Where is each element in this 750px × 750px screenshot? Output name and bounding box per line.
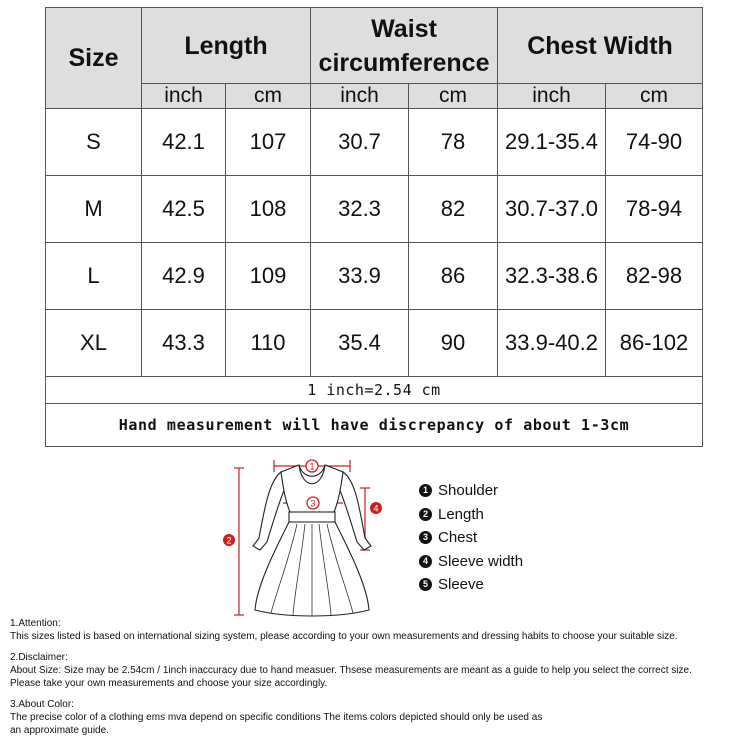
cell-length-cm: 107 bbox=[226, 109, 311, 176]
disclaimer-text: Please take your own measurements and choose your size accordingly. bbox=[10, 678, 328, 689]
cell-chest-cm: 82-98 bbox=[606, 243, 703, 310]
cell-chest-cm: 78-94 bbox=[606, 176, 703, 243]
dress-measurement-diagram bbox=[215, 450, 405, 625]
cell-waist-inch: 30.7 bbox=[311, 109, 409, 176]
cell-size: XL bbox=[46, 310, 142, 377]
unit-chest-cm: cm bbox=[606, 84, 703, 109]
cell-waist-cm: 90 bbox=[409, 310, 498, 377]
attention-title: 1.Attention: bbox=[10, 618, 61, 629]
unit-chest-inch: inch bbox=[498, 84, 606, 109]
discrepancy-note: Hand measurement will have discrepancy of about 1-3cm bbox=[46, 404, 703, 447]
color-title: 3.About Color: bbox=[10, 699, 74, 710]
table-row bbox=[46, 243, 703, 310]
legend-label: Shoulder bbox=[438, 482, 499, 500]
cell-size: M bbox=[46, 176, 142, 243]
cell-waist-cm: 78 bbox=[409, 109, 498, 176]
table-row bbox=[46, 176, 703, 243]
disclaimer-title: 2.Disclaimer: bbox=[10, 652, 68, 663]
cell-length-cm: 110 bbox=[226, 310, 311, 377]
cell-waist-cm: 82 bbox=[409, 176, 498, 243]
cell-waist-inch: 33.9 bbox=[311, 243, 409, 310]
marker-chest bbox=[307, 497, 319, 509]
measurement-legend bbox=[419, 479, 619, 597]
cell-length-cm: 109 bbox=[226, 243, 311, 310]
notes-section bbox=[10, 617, 745, 745]
unit-waist-inch: inch bbox=[311, 84, 409, 109]
header-chest: Chest Width bbox=[498, 8, 703, 84]
legend-number-icon: 3 bbox=[419, 531, 432, 544]
header-size: Size bbox=[46, 8, 142, 109]
cell-waist-cm: 86 bbox=[409, 243, 498, 310]
cell-length-inch: 43.3 bbox=[142, 310, 226, 377]
cell-chest-inch: 30.7-37.0 bbox=[498, 176, 606, 243]
cell-length-inch: 42.9 bbox=[142, 243, 226, 310]
cell-chest-inch: 32.3-38.6 bbox=[498, 243, 606, 310]
legend-label: Chest bbox=[438, 529, 478, 547]
legend-item bbox=[419, 526, 619, 550]
cell-size: S bbox=[46, 109, 142, 176]
attention-text: This sizes listed is based on international sizing system, please according to your own measurements and dressing habits to choose your suitable size. bbox=[10, 631, 678, 642]
cell-chest-inch: 29.1-35.4 bbox=[498, 109, 606, 176]
unit-length-cm: cm bbox=[226, 84, 311, 109]
unit-waist-cm: cm bbox=[409, 84, 498, 109]
cell-size: L bbox=[46, 243, 142, 310]
attention-note bbox=[10, 617, 745, 643]
legend-number-icon: 2 bbox=[419, 508, 432, 521]
disclaimer-text: About Size: Size may be 2.54cm / 1inch inaccuracy due to hand measuer. Thsese measurements are meant as a guide to help you select the correct size. bbox=[10, 665, 692, 676]
cell-waist-inch: 35.4 bbox=[311, 310, 409, 377]
header-waist-line2: circumference bbox=[318, 48, 490, 77]
legend-number-icon: 1 bbox=[419, 484, 432, 497]
marker-length bbox=[223, 534, 235, 546]
marker-sleeve bbox=[370, 502, 382, 514]
legend-item bbox=[419, 503, 619, 527]
marker-shoulder bbox=[306, 460, 318, 472]
conversion-note: 1 inch=2.54 cm bbox=[46, 377, 703, 404]
unit-length-inch: inch bbox=[142, 84, 226, 109]
cell-chest-cm: 86-102 bbox=[606, 310, 703, 377]
legend-number-icon: 5 bbox=[419, 578, 432, 591]
svg-text:1: 1 bbox=[309, 461, 315, 472]
svg-text:3: 3 bbox=[310, 498, 316, 509]
table-row bbox=[46, 310, 703, 377]
legend-item bbox=[419, 573, 619, 597]
cell-chest-inch: 33.9-40.2 bbox=[498, 310, 606, 377]
cell-chest-cm: 74-90 bbox=[606, 109, 703, 176]
legend-label: Sleeve width bbox=[438, 552, 524, 570]
legend-item bbox=[419, 550, 619, 574]
cell-length-inch: 42.1 bbox=[142, 109, 226, 176]
header-waist bbox=[311, 8, 498, 84]
svg-text:4: 4 bbox=[373, 503, 379, 514]
svg-text:2: 2 bbox=[226, 535, 232, 546]
color-text: an approximate guide. bbox=[10, 725, 109, 736]
legend-item bbox=[419, 479, 619, 503]
header-waist-line1: Waist bbox=[371, 14, 437, 43]
legend-label: Length bbox=[438, 505, 484, 523]
cell-length-cm: 108 bbox=[226, 176, 311, 243]
cell-length-inch: 42.5 bbox=[142, 176, 226, 243]
legend-label: Sleeve bbox=[438, 576, 484, 594]
table-row bbox=[46, 109, 703, 176]
legend-number-icon: 4 bbox=[419, 555, 432, 568]
disclaimer-note bbox=[10, 651, 745, 690]
color-text: The precise color of a clothing ems mva depend on specific conditions The items colors depicted should only be used as bbox=[10, 712, 543, 723]
size-chart-table bbox=[45, 7, 703, 447]
color-note bbox=[10, 698, 745, 737]
cell-waist-inch: 32.3 bbox=[311, 176, 409, 243]
header-length: Length bbox=[142, 8, 311, 84]
